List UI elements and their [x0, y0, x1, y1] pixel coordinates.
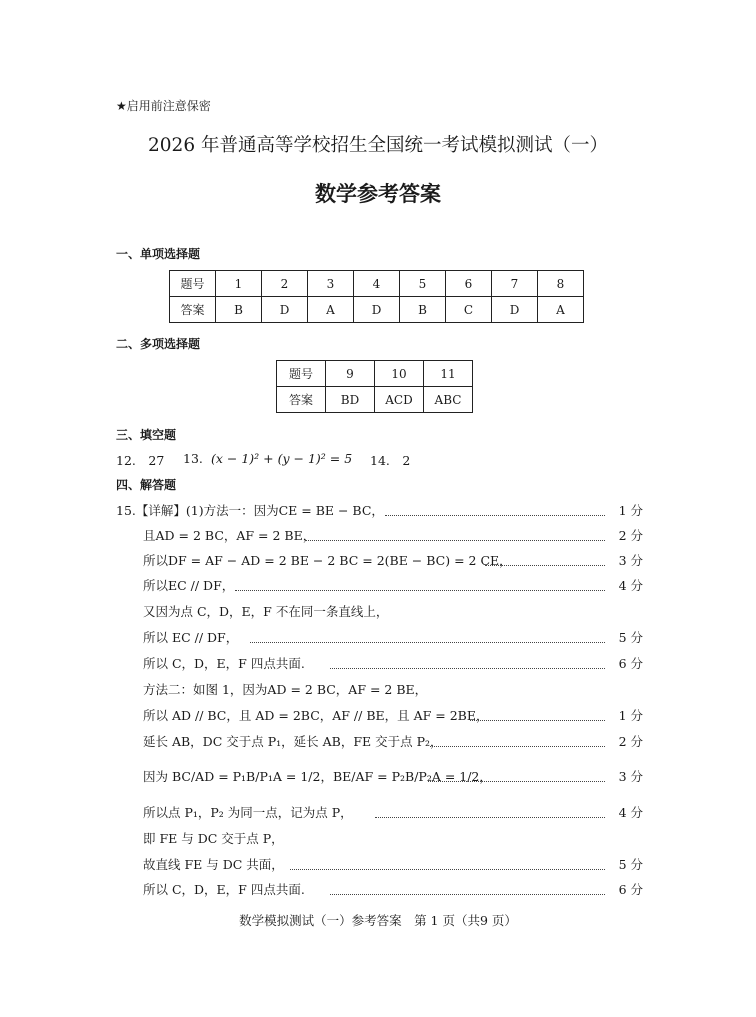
question-number: 4	[354, 271, 400, 297]
answer-cell: BD	[326, 387, 375, 413]
score: 6 分	[618, 882, 643, 897]
answer-cell: C	[446, 297, 492, 323]
solution-line: 故直线 FE 与 DC 共面，	[143, 857, 284, 872]
exam-title: 2026 年普通高等学校招生全国统一考试模拟测试（一）	[148, 135, 608, 156]
table-header-cell: 题号	[277, 361, 326, 387]
leader-dots	[430, 746, 605, 747]
solution-line: 所以 EC // DF，	[143, 630, 239, 645]
solution-line: 即 FE 与 DC 交于点 P，	[143, 831, 284, 846]
solution-line: 方法二：如图 1，因为AD = 2 BC，AF = 2 BE，	[143, 682, 428, 697]
leader-dots	[290, 869, 605, 870]
score: 1 分	[618, 503, 643, 518]
answer-q13: (x − 1)² + (y − 1)² = 5	[211, 451, 353, 466]
answer-cell: ABC	[424, 387, 473, 413]
question-number: 1	[216, 271, 262, 297]
leader-dots	[330, 894, 605, 895]
question-number: 2	[262, 271, 308, 297]
table-row	[170, 271, 584, 297]
score: 4 分	[618, 578, 643, 593]
score: 3 分	[618, 769, 643, 784]
question-number: 7	[492, 271, 538, 297]
leader-dots	[385, 515, 605, 516]
section-fill-in: 三、填空题	[116, 428, 177, 442]
leader-dots	[428, 781, 605, 782]
single-choice-table	[169, 270, 584, 323]
multiple-choice-table	[276, 360, 473, 413]
leader-dots	[485, 565, 605, 566]
solution-line: 又因为点 C，D，E，F 不在同一条直线上，	[143, 604, 389, 619]
score: 4 分	[618, 805, 643, 820]
score: 1 分	[618, 708, 643, 723]
score: 5 分	[618, 857, 643, 872]
solution-line: 所以 AD // BC，且 AD = 2BC，AF // BE，且 AF = 2BE，	[143, 708, 489, 723]
section-single-choice: 一、单项选择题	[116, 247, 201, 261]
answer-cell: A	[308, 297, 354, 323]
table-row	[277, 387, 473, 413]
solution-line: 15.【详解】(1)方法一：因为CE = BE − BC，	[116, 503, 384, 518]
leader-dots	[250, 642, 605, 643]
score: 3 分	[618, 553, 643, 568]
score: 6 分	[618, 656, 643, 671]
leader-dots	[235, 590, 605, 591]
answer-cell: D	[262, 297, 308, 323]
table-header-cell: 题号	[170, 271, 216, 297]
question-number: 6	[446, 271, 492, 297]
leader-dots	[375, 817, 605, 818]
page-footer: 数学模拟测试（一）参考答案 第 1 页（共9 页）	[239, 913, 517, 928]
table-header-cell: 答案	[170, 297, 216, 323]
leader-dots	[470, 720, 605, 721]
answer-cell: D	[354, 297, 400, 323]
answer-cell: ACD	[375, 387, 424, 413]
question-number: 8	[538, 271, 584, 297]
solution-line: 所以 C，D，E，F 四点共面.	[143, 656, 305, 671]
confidential-label: ★启用前注意保密	[116, 99, 211, 113]
answer-q12: 12. 27	[116, 453, 165, 468]
question-number: 3	[308, 271, 354, 297]
answer-cell: D	[492, 297, 538, 323]
score: 2 分	[618, 528, 643, 543]
question-number: 11	[424, 361, 473, 387]
section-multiple-choice: 二、多项选择题	[116, 337, 201, 351]
leader-dots	[305, 540, 605, 541]
solution-line: 所以点 P₁，P₂ 为同一点，记为点 P，	[143, 805, 353, 820]
question-number: 5	[400, 271, 446, 297]
table-row	[277, 361, 473, 387]
leader-dots	[330, 668, 605, 669]
solution-line: 所以 C，D，E，F 四点共面.	[143, 882, 305, 897]
score: 2 分	[618, 734, 643, 749]
solution-line: 因为 BC/AD = P₁B/P₁A = 1/2，BE/AF = P₂B/P₂A = 1/2，	[143, 769, 492, 784]
solution-line: 所以EC // DF，	[143, 578, 235, 593]
question-number: 10	[375, 361, 424, 387]
document-title: 数学参考答案	[315, 182, 441, 206]
section-solutions: 四、解答题	[116, 478, 177, 492]
answer-q14: 14. 2	[370, 453, 411, 468]
solution-line: 延长 AB，DC 交于点 P₁，延长 AB，FE 交于点 P₂，	[143, 734, 443, 749]
answer-cell: B	[216, 297, 262, 323]
question-number: 9	[326, 361, 375, 387]
answer-cell: B	[400, 297, 446, 323]
answer-cell: A	[538, 297, 584, 323]
table-header-cell: 答案	[277, 387, 326, 413]
solution-line: 且AD = 2 BC，AF = 2 BE，	[143, 528, 316, 543]
score: 5 分	[618, 630, 643, 645]
solution-line: 所以DF = AF − AD = 2 BE − 2 BC = 2(BE − BC) = 2 CE，	[143, 553, 512, 568]
table-row	[170, 297, 584, 323]
answer-q13-label: 13.	[183, 451, 203, 466]
